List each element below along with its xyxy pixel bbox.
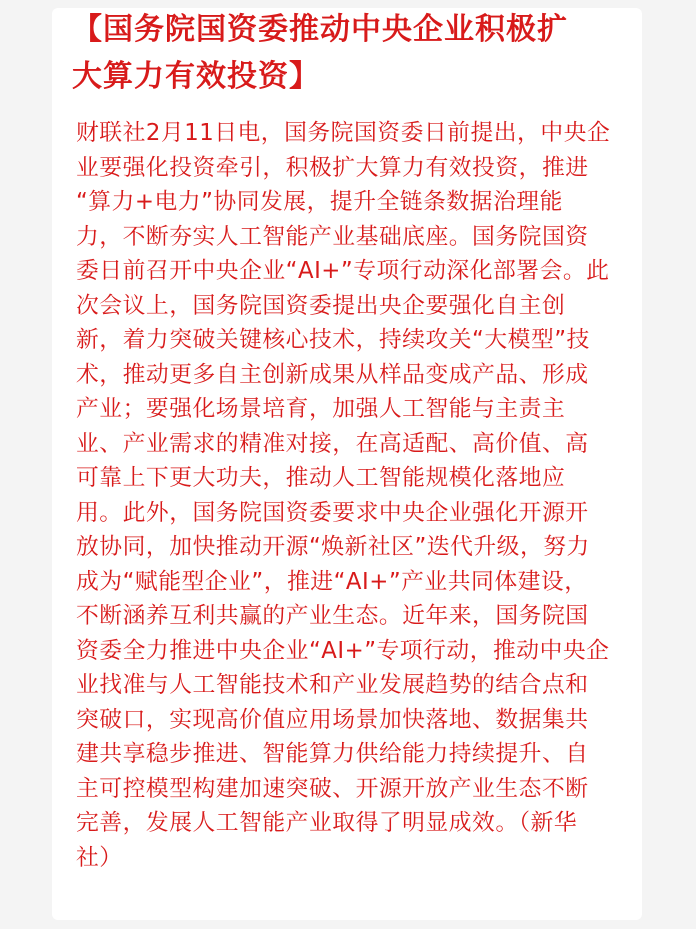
body-line: 建共享稳步推进、智能算力供给能力持续提升、自 [76,741,589,767]
body-line: 主可控模型构建加速突破、开源开放产业生态不断 [76,775,589,802]
body-line: 术，推动更多自主创新成果从样品变成产品、形成 [76,361,589,388]
body-line: 用。此外，国务院国资委要求中央企业强化开源开 [76,499,589,526]
body-line: 业要强化投资牵引，积极扩大算力有效投资，推进 [76,154,589,181]
body-line: “算力+电力”协同发展，提升全链条数据治理能 [76,189,563,215]
body-line: 不断涵养互利共赢的产业生态。近年来，国务院国 [76,603,589,629]
body-line: 新，着力突破关键核心技术，持续攻关“大模型”技 [76,327,590,353]
body-line: 成为“赋能型企业”，推进“AI+”产业共同体建设， [76,568,588,595]
body-line: 财联社2月11日电，国务院国资委日前提出，中央企 [76,120,611,146]
body-line: 突破口，实现高价值应用场景加快落地、数据集共 [76,706,589,733]
body-line: 可靠上下更大功夫，推动人工智能规模化落地应 [76,465,566,491]
title-line: 大算力有效投资】 [72,59,320,94]
body-line: 委日前召开中央企业“AI+”专项行动深化部署会。此 [76,258,610,284]
body-line: 力，不断夯实人工智能产业基础底座。国务院国资 [76,223,589,250]
body-line: 次会议上，国务院国资委提出央企要强化自主创 [76,292,566,319]
article-title [72,6,627,100]
body-line: 资委全力推进中央企业“AI+”专项行动，推动中央企 [76,637,610,664]
article-body [76,116,610,875]
title-line: 【国务院国资委推动中央企业积极扩 [72,12,568,47]
body-line: 业找准与人工智能技术和产业发展趋势的结合点和 [76,672,589,698]
body-line: 完善，发展人工智能产业取得了明显成效。（新华 [76,810,578,836]
body-line: 业、产业需求的精准对接，在高适配、高价值、高 [76,430,589,457]
body-line: 产业；要强化场景培育，加强人工智能与主责主 [76,396,566,422]
body-line: 放协同，加快推动开源“焕新社区”迭代升级，努力 [76,534,590,560]
body-line: 社） [76,844,123,871]
